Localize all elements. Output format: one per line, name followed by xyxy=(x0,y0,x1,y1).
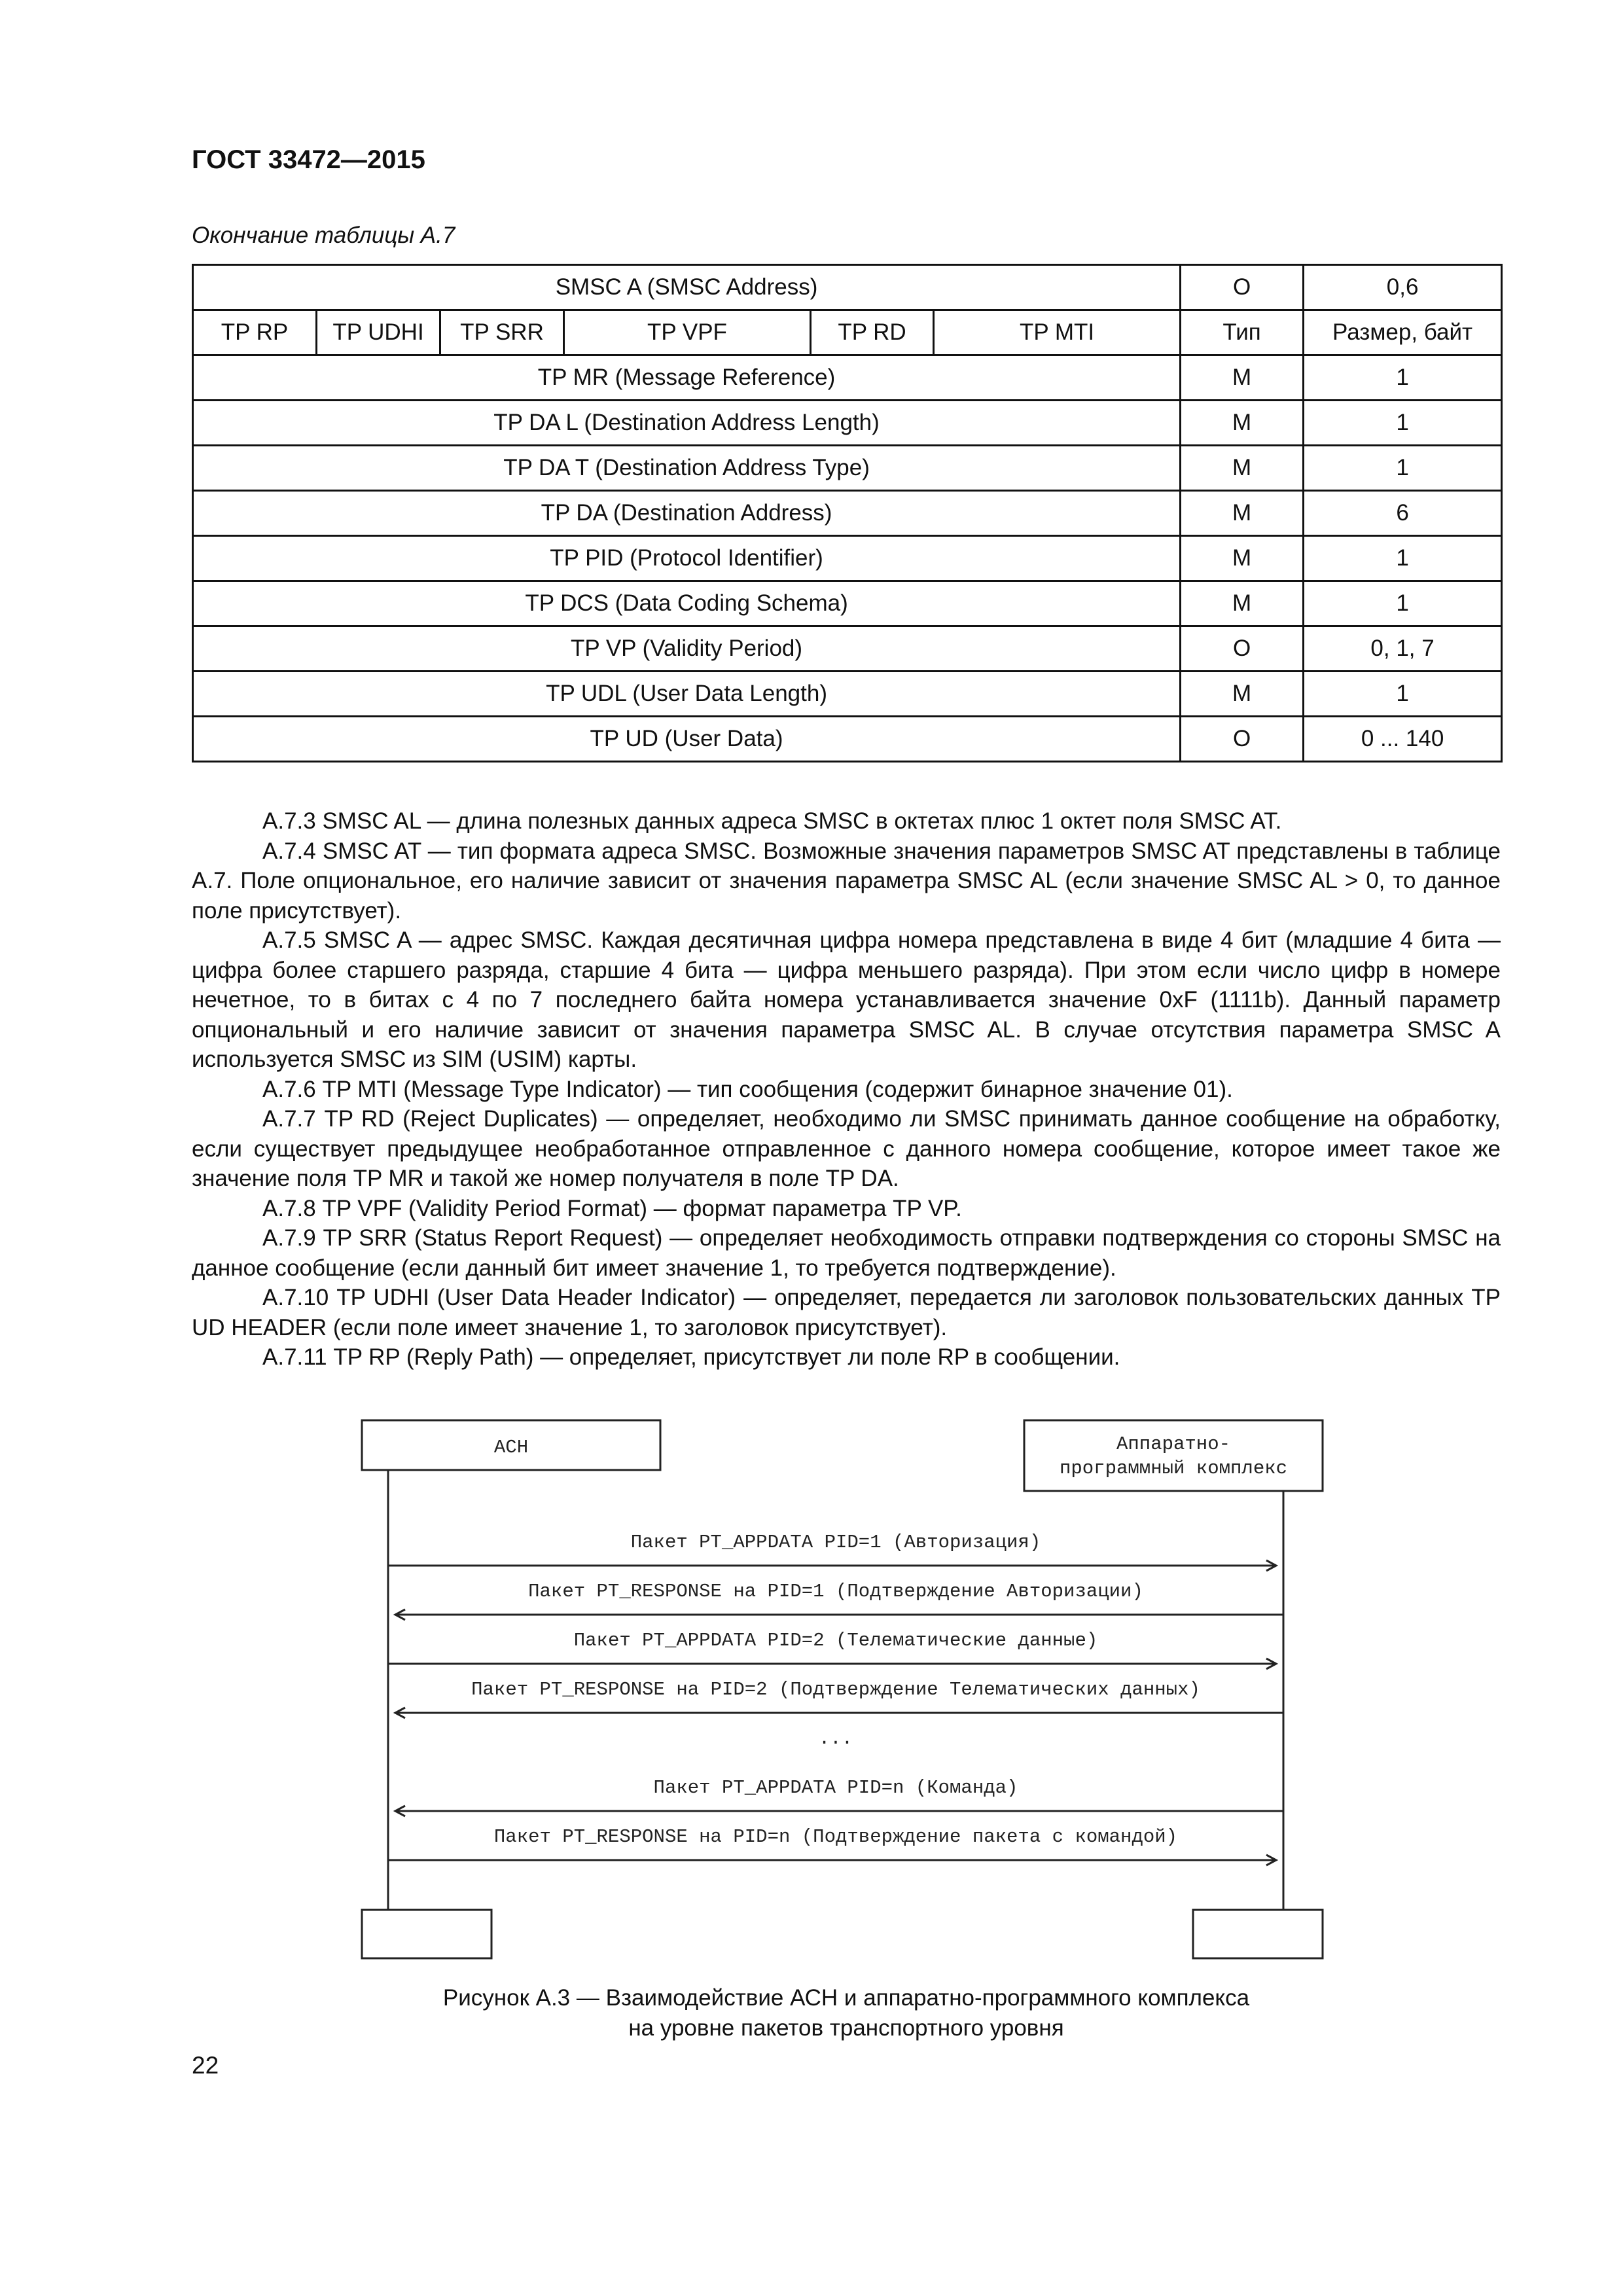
cell-field-name: TP MR (Message Reference) xyxy=(193,355,1181,401)
figure-caption xyxy=(192,1983,1501,2043)
message-label: Пакет PT_APPDATA PID=2 (Телематические данные) xyxy=(573,1630,1098,1651)
complex-actor-box xyxy=(1024,1420,1323,1491)
cell-type: M xyxy=(1181,672,1304,717)
cell-field-name: TP VP (Validity Period) xyxy=(193,626,1181,672)
table-caption: Окончание таблицы А.7 xyxy=(192,223,455,248)
paragraph: А.7.5 SMSC A — адрес SMSC. Каждая десятичная цифра номера представлена в виде 4 бит (младшие 4 бита — цифра более старшего разряда, старшие 4 бита — цифра меньшего разряда). При этом если число цифр в номере нечетное, то в битах с 4 по 7 последнего байта номера устанавливается значение 0xF (1111b). Данный параметр опциональный и его наличие зависит от значения параметра SMSC AL. В случае отсутствия параметра SMSC A используется SMSC из SIM (USIM) карты. xyxy=(192,927,1501,1072)
cell-size: 6 xyxy=(1304,491,1502,536)
cell-type: M xyxy=(1181,355,1304,401)
cell-type: O xyxy=(1181,265,1304,310)
paragraph: А.7.3 SMSC AL — длина полезных данных адреса SMSC в октетах плюс 1 октет поля SMSC AT. xyxy=(262,808,1282,834)
paragraph: А.7.8 TP VPF (Validity Period Format) — формат параметра TP VP. xyxy=(262,1195,962,1221)
paragraph: А.7.11 TP RP (Reply Path) — определяет, присутствует ли поле RP в сообщении. xyxy=(262,1344,1120,1370)
complex-actor-label: Аппаратно- xyxy=(1116,1433,1231,1455)
message-label: Пакет PT_RESPONSE на PID=1 (Подтверждение Авторизации) xyxy=(528,1581,1143,1602)
complex-end-box xyxy=(1193,1910,1323,1958)
cell-size: 0 ... 140 xyxy=(1304,717,1502,762)
cell-bit-field: TP MTI xyxy=(934,310,1181,355)
cell-field-name: SMSC A (SMSC Address) xyxy=(193,265,1181,310)
cell-field-name: TP DA (Destination Address) xyxy=(193,491,1181,536)
document-standard-header: ГОСТ 33472—2015 xyxy=(192,145,425,174)
cell-type: M xyxy=(1181,446,1304,491)
cell-type: O xyxy=(1181,626,1304,672)
message-label: Пакет PT_APPDATA PID=n (Команда) xyxy=(653,1777,1018,1799)
cell-field-name: TP UD (User Data) xyxy=(193,717,1181,762)
paragraph: А.7.6 TP MTI (Message Type Indicator) — тип сообщения (содержит бинарное значение 01). xyxy=(262,1076,1233,1102)
cell-size: 0,6 xyxy=(1304,265,1502,310)
cell-size: 1 xyxy=(1304,672,1502,717)
cell-type: M xyxy=(1181,491,1304,536)
paragraph: А.7.4 SMSC AT — тип формата адреса SMSC. Возможные значения параметров SMSC AT представлены в таблице А.7. Поле опциональное, его наличие зависит от значения параметра SMSC AL (если значение SMSC AL > 0, то данное поле присутствует). xyxy=(192,838,1501,924)
cell-bit-field: TP SRR xyxy=(440,310,564,355)
cell-bit-field: TP UDHI xyxy=(317,310,440,355)
page-number: 22 xyxy=(192,2052,219,2079)
column-header-type: Тип xyxy=(1181,310,1304,355)
paragraph: А.7.9 TP SRR (Status Report Request) — определяет необходимость отправки подтверждения со стороны SMSC на данное сообщение (если данный бит имеет значение 1, то требуется подтверждение). xyxy=(192,1225,1501,1281)
cell-field-name: TP UDL (User Data Length) xyxy=(193,672,1181,717)
cell-type: O xyxy=(1181,717,1304,762)
cell-size: 1 xyxy=(1304,446,1502,491)
ellipsis: ... xyxy=(818,1728,853,1749)
cell-field-name: TP PID (Protocol Identifier) xyxy=(193,536,1181,581)
cell-field-name: TP DCS (Data Coding Schema) xyxy=(193,581,1181,626)
message-label: Пакет PT_APPDATA PID=1 (Авторизация) xyxy=(630,1532,1041,1553)
cell-type: M xyxy=(1181,581,1304,626)
asn-actor-label: АСН xyxy=(493,1437,529,1458)
figure-caption-line: на уровне пакетов транспортного уровня xyxy=(628,2015,1064,2041)
complex-actor-label: программный комплекс xyxy=(1059,1458,1288,1479)
asn-end-box xyxy=(362,1910,491,1958)
column-header-size: Размер, байт xyxy=(1304,310,1502,355)
cell-type: M xyxy=(1181,536,1304,581)
message-label: Пакет PT_RESPONSE на PID=n (Подтверждение пакета с командой) xyxy=(493,1826,1178,1848)
cell-type: M xyxy=(1181,401,1304,446)
cell-size: 1 xyxy=(1304,401,1502,446)
cell-field-name: TP DA T (Destination Address Type) xyxy=(193,446,1181,491)
cell-bit-field: TP VPF xyxy=(564,310,811,355)
message-label: Пакет PT_RESPONSE на PID=2 (Подтверждение Телематических данных) xyxy=(471,1679,1200,1700)
cell-field-name: TP DA L (Destination Address Length) xyxy=(193,401,1181,446)
paragraph: А.7.7 TP RD (Reject Duplicates) — определяет, необходимо ли SMSC принимать данное сообщение на обработку, если существует предыдущее необработанное отправленное с данного номера сообщение, которое имеет такое же значение поля TP MR и такой же номер получателя в поле TP DA. xyxy=(192,1106,1501,1191)
cell-bit-field: TP RP xyxy=(193,310,317,355)
cell-size: 0, 1, 7 xyxy=(1304,626,1502,672)
cell-size: 1 xyxy=(1304,355,1502,401)
cell-bit-field: TP RD xyxy=(811,310,934,355)
figure-caption-line: Рисунок А.3 — Взаимодействие АСН и аппаратно-программного комплекса xyxy=(442,1985,1250,2011)
cell-size: 1 xyxy=(1304,536,1502,581)
paragraph: А.7.10 TP UDHI (User Data Header Indicator) — определяет, передается ли заголовок пользовательских данных TP UD HEADER (если поле имеет значение 1, то заголовок присутствует). xyxy=(192,1285,1501,1340)
cell-size: 1 xyxy=(1304,581,1502,626)
